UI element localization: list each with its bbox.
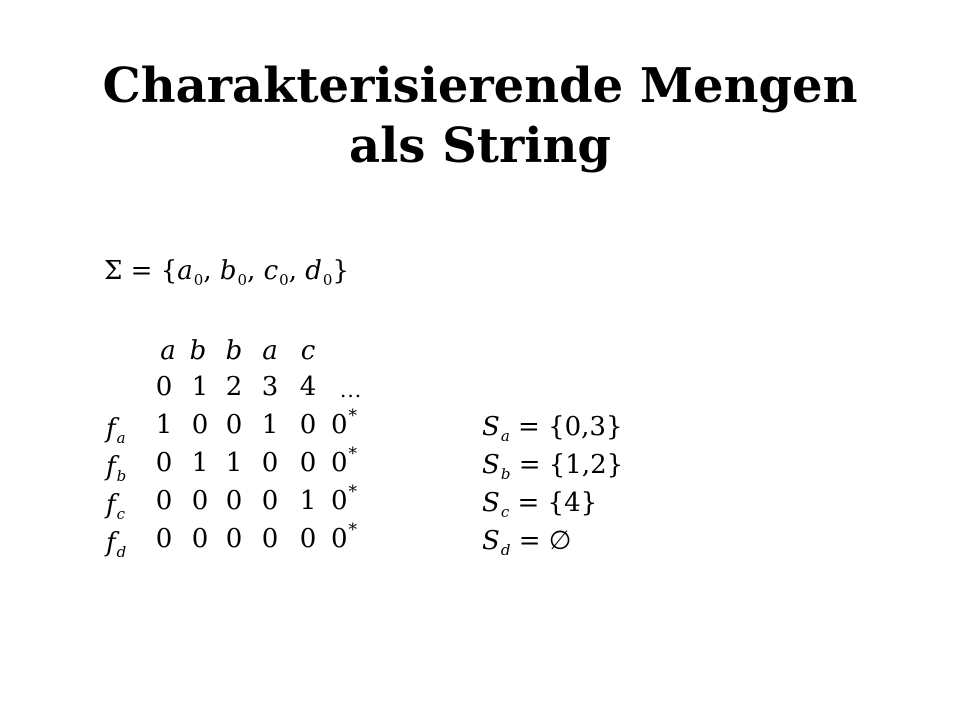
bit-value: 0: [225, 486, 243, 516]
sigma-subscript: 0: [193, 271, 204, 289]
bit-value: 1: [191, 448, 209, 478]
index-value: 4: [299, 372, 317, 402]
sigma-close-brace: }: [332, 256, 349, 286]
sigma-subscript: 0: [237, 271, 248, 289]
bit-value: 0: [261, 524, 279, 554]
string-char: b: [225, 336, 243, 366]
sigma-subscript: 0: [322, 271, 333, 289]
bit-value: 1: [225, 448, 243, 478]
bit-value: 0: [225, 410, 243, 440]
sigma-subscript: 0: [279, 271, 289, 289]
string-char: a: [262, 336, 278, 366]
bit-value: 0: [299, 524, 317, 554]
bit-value: 0: [261, 486, 279, 516]
sigma-element-d: d: [305, 256, 322, 286]
sigma-comma: ,: [203, 256, 212, 286]
bit-value: 0: [299, 448, 317, 478]
characteristic-set: $S_d$ = ∅: [482, 526, 572, 559]
bit-tail: 0*: [330, 444, 358, 478]
function-label: $f_c$: [106, 490, 126, 523]
sigma-element-b: b: [219, 256, 237, 286]
characteristic-set: $S_b = \{1,2\}$: [482, 450, 624, 483]
bit-tail: 0*: [330, 520, 358, 554]
bit-value: 1: [261, 410, 279, 440]
string-char: c: [300, 336, 316, 366]
function-label: $f_b$: [106, 452, 127, 485]
sigma-element-c: c: [263, 256, 279, 286]
bit-value: 0: [299, 410, 317, 440]
bit-value: 0: [155, 448, 173, 478]
sigma-comma: ,: [247, 256, 256, 286]
function-label: $f_d$: [106, 528, 127, 561]
sigma-element-a: a: [177, 256, 193, 286]
bit-value: 0: [225, 524, 243, 554]
title-line-1: Charakterisierende Mengen: [102, 58, 858, 114]
index-value: 0: [155, 372, 173, 402]
bit-value: 0: [155, 486, 173, 516]
index-value: 3: [261, 372, 279, 402]
title-line-2: als String: [349, 118, 611, 174]
alphabet-definition: [104, 256, 349, 289]
index-value: 1: [191, 372, 209, 402]
bit-value: 0: [155, 524, 173, 554]
characteristic-set: $S_c = \{4\}$: [482, 488, 598, 521]
characteristic-set: $S_a = \{0,3\}$: [482, 412, 623, 445]
string-char: a: [160, 336, 176, 366]
bit-value: 0: [191, 486, 209, 516]
sigma-equals: =: [130, 256, 153, 286]
index-value: 2: [225, 372, 243, 402]
index-ellipsis: ...: [340, 378, 363, 402]
slide-title: [0, 56, 960, 176]
bit-value: 0: [261, 448, 279, 478]
string-char: b: [189, 336, 207, 366]
bit-tail: 0*: [330, 406, 358, 440]
sigma-comma: ,: [288, 256, 297, 286]
bit-value: 1: [155, 410, 173, 440]
bit-value: 0: [191, 410, 209, 440]
bit-tail: 0*: [330, 482, 358, 516]
sigma-open-brace: {: [160, 256, 178, 286]
bit-value: 1: [299, 486, 317, 516]
bit-value: 0: [191, 524, 209, 554]
function-label: $f_a$: [106, 414, 126, 447]
sigma-symbol: Σ: [104, 256, 123, 286]
